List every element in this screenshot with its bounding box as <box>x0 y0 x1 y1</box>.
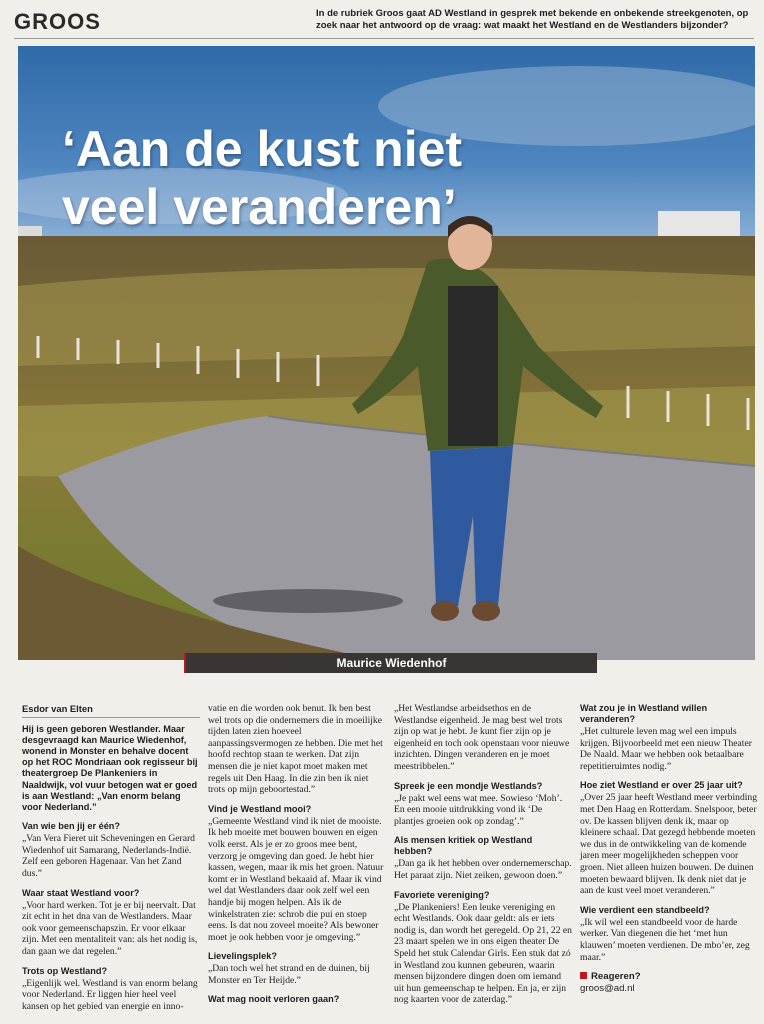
feedback-label <box>580 971 760 983</box>
red-square-icon <box>580 972 587 979</box>
answer: „Gemeente Westland vind ik niet de mooiste. Ik heb moeite met bouwen bouwen en eigen volk eerst. Als je er zo groos mee bent, verzorg je omgeving dan goed. Je hebt hier kassen, wegen, maar ik mis het groen. Natuur komt er in Westland bekaaid af. Maar ik vind wel dat Westlanders daar ook zelf wel een handje bij mogen helpen. Als ik de winkelstraten zie: schrob die pui en stoep eens. Is dat nou zoveel moeite? Als bewoner moet je ook hebben voor je omgeving.” <box>208 815 384 943</box>
column-1 <box>22 703 200 1020</box>
answer: vatie en die worden ook benut. Ik ben best wel trots op die ondernemers die in moeilijke tijden laten zien hoeveel aanpassingsvermogen ze hebben. Die met het hoofd rechtop staan te werken. Dat zijn mensen die je niet kapot moet maken met regels uit Den Haag. In die zin ben ik niet trots op mijn geboortestad.” <box>208 703 383 796</box>
question: Lievelingsplek? <box>208 951 277 962</box>
question: Wat mag nooit verloren gaan? <box>208 994 340 1005</box>
author-byline: Esdor van Elten <box>22 703 200 718</box>
answer: „Het culturele leven mag wel een impuls krijgen. Bijvoorbeeld met een nieuw Theater De Naald. Maar we hebben ook betaalbare repetitieruimtes nodig.” <box>580 726 752 772</box>
question: Trots op Westland? <box>22 965 108 976</box>
article-headline <box>62 120 462 236</box>
question: Van wie ben jij er één? <box>22 821 121 832</box>
column-2 <box>208 703 386 1006</box>
answer: „Het Westlandse arbeidsethos en de Westlandse eigenheid. Je mag best wel trots zijn op wat je hebt. Je kunt fier zijn op je eigenheid en toch ook openstaan voor nieuwe inzichten. Dingen veranderen en je moet meestribbelen.” <box>394 703 570 772</box>
answer: „Dan ga ik het hebben over ondernemerschap. Het paraat zijn. Niet zeiken, gewoon doen.” <box>394 858 572 881</box>
answer: „Ik wil wel een standbeeld voor de harde werker. Van diegenen die het ‘met hun klauwen’ moeten verdienen. De mbo’er, zeg maar.” <box>580 916 750 963</box>
feedback-label-text: Reageren? <box>591 971 641 983</box>
question: Wie verdient een standbeeld? <box>580 904 710 915</box>
header-divider <box>14 38 754 39</box>
photo-caption: Maurice Wiedenhof <box>184 653 597 673</box>
page-header <box>0 0 764 40</box>
column-4 <box>580 703 760 994</box>
question: Spreek je een mondje Westlands? <box>394 780 543 791</box>
answer: „Dan toch wel het strand en de duinen, bij Monster en Ter Heijde.” <box>208 963 370 986</box>
article-lead: Hij is geen geboren Westlander. Maar desgevraagd kan Maurice Wiedenhof, wonend in Monster en behalve docent op het ROC Mondriaan ook regisseur bij theatergroep De Plankeniers in Naaldwijk, vol vuur betogen wat er goed is aan Westland: „Van enorm belang voor Nederland.” <box>22 723 198 813</box>
headline-line-1: ‘Aan de kust niet <box>62 121 463 177</box>
question: Hoe ziet Westland er over 25 jaar uit? <box>580 780 743 791</box>
question: Favoriete vereniging? <box>394 889 490 900</box>
answer: „Van Vera Fieret uit Scheveningen en Gerard Wiedenhof uit Samarang, Nederlands-Indië. Zelf een geboren Hagenaar. Van het Zand dus.” <box>22 833 195 879</box>
question: Als mensen kritiek op Westland hebben? <box>394 835 533 857</box>
answer: „Je pakt wel eens wat mee. Sowieso ‘Moh’. En een mooie uitdrukking vond ik ‘De plantjes groeien ook op zondag’.” <box>394 792 563 827</box>
answer: „De Plankeniers! Een leuke vereniging en echt Westlands. Ook daar geldt: als er iets nodig is, dan wordt het geregeld. Op 21, 22 en 23 maart spelen we in ons eigen theater De Speld het stuk Calendar Girls. Een stuk dat zó in Westland zou kunnen gebeuren, waarin mensen bijzondere dingen doen om iemand uit hun gemeenschap te helpen. En ja, er zijn nog kaarten voor de zaterdag.” <box>394 901 572 1006</box>
headline-line-2: veel veranderen’ <box>62 179 457 235</box>
answer: „Over 25 jaar heeft Westland meer verbinding met Den Haag en Rotterdam. Snelspoor, beter ov. De kassen blijven denk ik, maar op kleinere schaal. Dat gezegd hebbende moeten we dus in de ontwikkeling van de komende jaren meer mogelijkheden scheppen voor groen. Niet alleen huizen bouwen. De duinen moeten bewaard blijven. Ik denk niet dat je aan de kust veel moet veranderen.” <box>580 792 757 897</box>
question: Waar staat Westland voor? <box>22 887 140 898</box>
rubric-intro: In de rubriek Groos gaat AD Westland in gesprek met bekende en onbekende streekgenoten, op zoek naar het antwoord op de vraag: wat maakt het Westland en de Westlanders bijzonder? <box>316 8 749 31</box>
article-body <box>22 703 762 1012</box>
answer: „Voor hard werken. Tot je er bij neervalt. Dat zit echt in het dna van de Westlanders. Maar ook voor gemeenschapszin. Er voor elkaar zijn. Met een mentaliteit van: als het nodig is, dan gaan we dat regelen.” <box>22 899 198 957</box>
column-3 <box>394 703 572 1014</box>
question: Vind je Westland mooi? <box>208 803 312 814</box>
qa-block <box>22 821 200 1012</box>
feedback-email-link[interactable]: groos@ad.nl <box>580 982 635 994</box>
main-photo <box>18 46 755 660</box>
question: Wat zou je in Westland willen veranderen? <box>580 703 708 724</box>
rubric-title: GROOS <box>14 9 101 34</box>
answer: „Eigenlijk wel. Westland is van enorm belang voor Nederland. Er liggen hier heel veel kansen op het gebied van energie en inno- <box>22 977 198 1012</box>
